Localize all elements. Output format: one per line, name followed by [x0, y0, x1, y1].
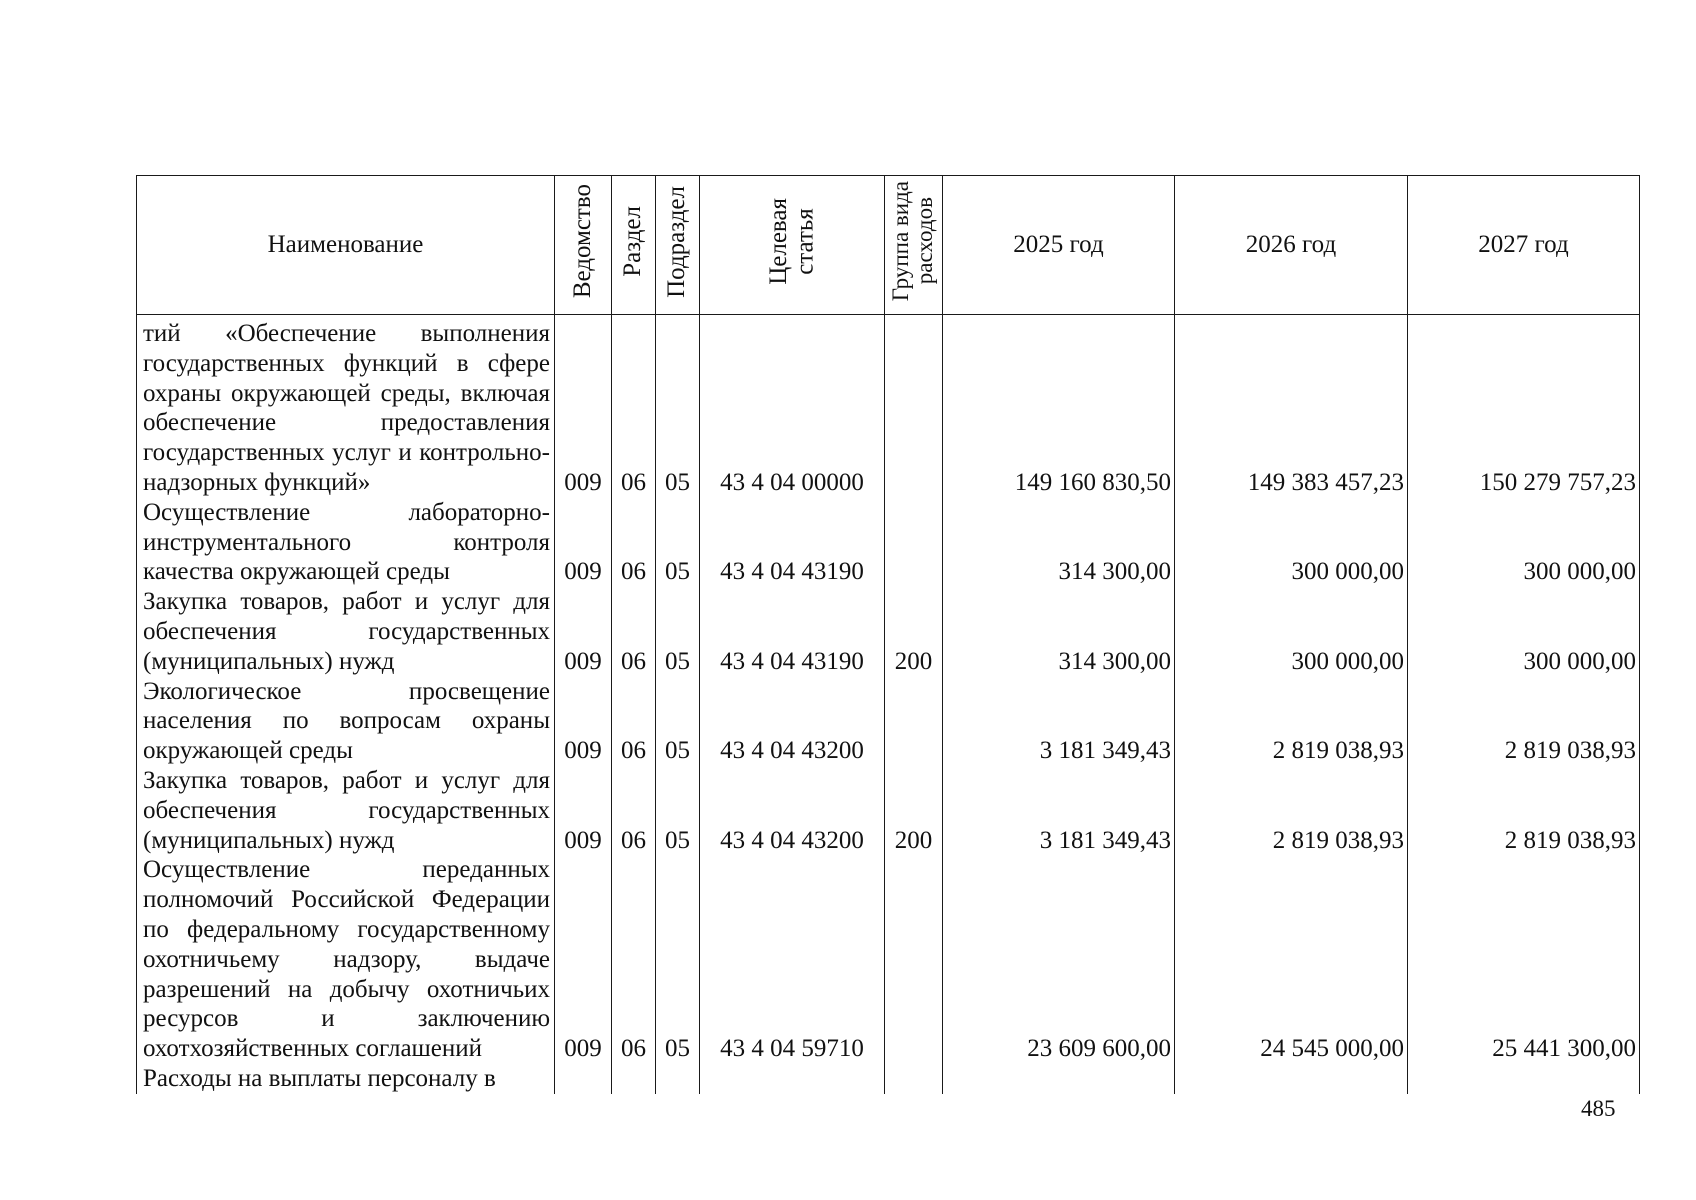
row-2027: 25 441 300,00 [1408, 855, 1640, 1064]
row-podrazdel: 05 [656, 677, 700, 766]
row-2027: 300 000,00 [1408, 498, 1640, 587]
row-razdel: 06 [612, 855, 656, 1064]
row-2026: 300 000,00 [1175, 587, 1408, 676]
table-row [137, 315, 1640, 498]
row-2026: 2 819 038,93 [1175, 677, 1408, 766]
row-name: тий «Обеспечение выполнения государственных функций в сфере охраны окружающей среды, включая обеспечение предоставления государственных услуг и контрольно-надзорных функций» [137, 315, 555, 498]
row-target [700, 1064, 885, 1094]
header-2027: 2027 год [1408, 176, 1640, 315]
row-2027: 150 279 757,23 [1408, 315, 1640, 498]
row-2026: 300 000,00 [1175, 498, 1408, 587]
row-group [885, 855, 943, 1064]
row-target: 43 4 04 43190 [700, 498, 885, 587]
row-2026 [1175, 1064, 1408, 1094]
table-row [137, 1064, 1640, 1094]
row-name: Экологическое просвещение населения по вопросам охраны окружающей среды [137, 677, 555, 766]
row-vedomstvo: 009 [555, 766, 612, 855]
row-name: Осуществление переданных полномочий Российской Федерации по федеральному государственному охотничьему надзору, выдаче разрешений на добычу охотничьих ресурсов и заключению охотхозяйственных соглашений [137, 855, 555, 1064]
row-podrazdel: 05 [656, 855, 700, 1064]
row-2025: 3 181 349,43 [943, 766, 1175, 855]
table-row [137, 498, 1640, 587]
row-2025 [943, 1064, 1175, 1094]
row-target: 43 4 04 00000 [700, 315, 885, 498]
row-target: 43 4 04 59710 [700, 855, 885, 1064]
row-razdel [612, 1064, 656, 1094]
row-vedomstvo: 009 [555, 498, 612, 587]
row-podrazdel: 05 [656, 315, 700, 498]
table-row [137, 677, 1640, 766]
header-row [137, 176, 1640, 315]
budget-table [136, 175, 1640, 1094]
row-vedomstvo: 009 [555, 677, 612, 766]
row-vedomstvo [555, 1064, 612, 1094]
header-celevaya-statya: Целевая статья [700, 176, 885, 315]
row-razdel: 06 [612, 315, 656, 498]
row-podrazdel: 05 [656, 498, 700, 587]
row-group [885, 315, 943, 498]
row-name: Осуществление лабораторно-инструментального контроля качества окружающей среды [137, 498, 555, 587]
table-row [137, 766, 1640, 855]
row-razdel: 06 [612, 587, 656, 676]
row-2026: 24 545 000,00 [1175, 855, 1408, 1064]
row-razdel: 06 [612, 766, 656, 855]
table-row [137, 587, 1640, 676]
row-name: Расходы на выплаты персоналу в [137, 1064, 555, 1094]
row-2025: 23 609 600,00 [943, 855, 1175, 1064]
row-name: Закупка товаров, работ и услуг для обеспечения государственных (муниципальных) нужд [137, 587, 555, 676]
header-vedomstvo: Ведомство [555, 176, 612, 315]
row-2027: 2 819 038,93 [1408, 766, 1640, 855]
row-2025: 3 181 349,43 [943, 677, 1175, 766]
header-podrazdel: Подраздел [656, 176, 700, 315]
row-target: 43 4 04 43200 [700, 677, 885, 766]
header-2026: 2026 год [1175, 176, 1408, 315]
row-target: 43 4 04 43190 [700, 587, 885, 676]
row-podrazdel [656, 1064, 700, 1094]
row-target: 43 4 04 43200 [700, 766, 885, 855]
row-vedomstvo: 009 [555, 855, 612, 1064]
row-2026: 149 383 457,23 [1175, 315, 1408, 498]
row-2025: 314 300,00 [943, 587, 1175, 676]
header-name: Наименование [137, 176, 555, 315]
row-2027: 300 000,00 [1408, 587, 1640, 676]
row-2025: 314 300,00 [943, 498, 1175, 587]
row-vedomstvo: 009 [555, 587, 612, 676]
page-number: 485 [1581, 1096, 1616, 1121]
row-podrazdel: 05 [656, 587, 700, 676]
row-name: Закупка товаров, работ и услуг для обеспечения государственных (муниципальных) нужд [137, 766, 555, 855]
row-group: 200 [885, 587, 943, 676]
row-razdel: 06 [612, 677, 656, 766]
row-2026: 2 819 038,93 [1175, 766, 1408, 855]
row-group [885, 677, 943, 766]
row-group: 200 [885, 766, 943, 855]
row-group [885, 498, 943, 587]
row-vedomstvo: 009 [555, 315, 612, 498]
header-gruppa-vida-rashodov: Группа вида расходов [885, 176, 943, 315]
row-razdel: 06 [612, 498, 656, 587]
header-razdel: Раздел [612, 176, 656, 315]
header-2025: 2025 год [943, 176, 1175, 315]
row-2027 [1408, 1064, 1640, 1094]
row-2027: 2 819 038,93 [1408, 677, 1640, 766]
row-podrazdel: 05 [656, 766, 700, 855]
table-row [137, 855, 1640, 1064]
row-2025: 149 160 830,50 [943, 315, 1175, 498]
row-group [885, 1064, 943, 1094]
